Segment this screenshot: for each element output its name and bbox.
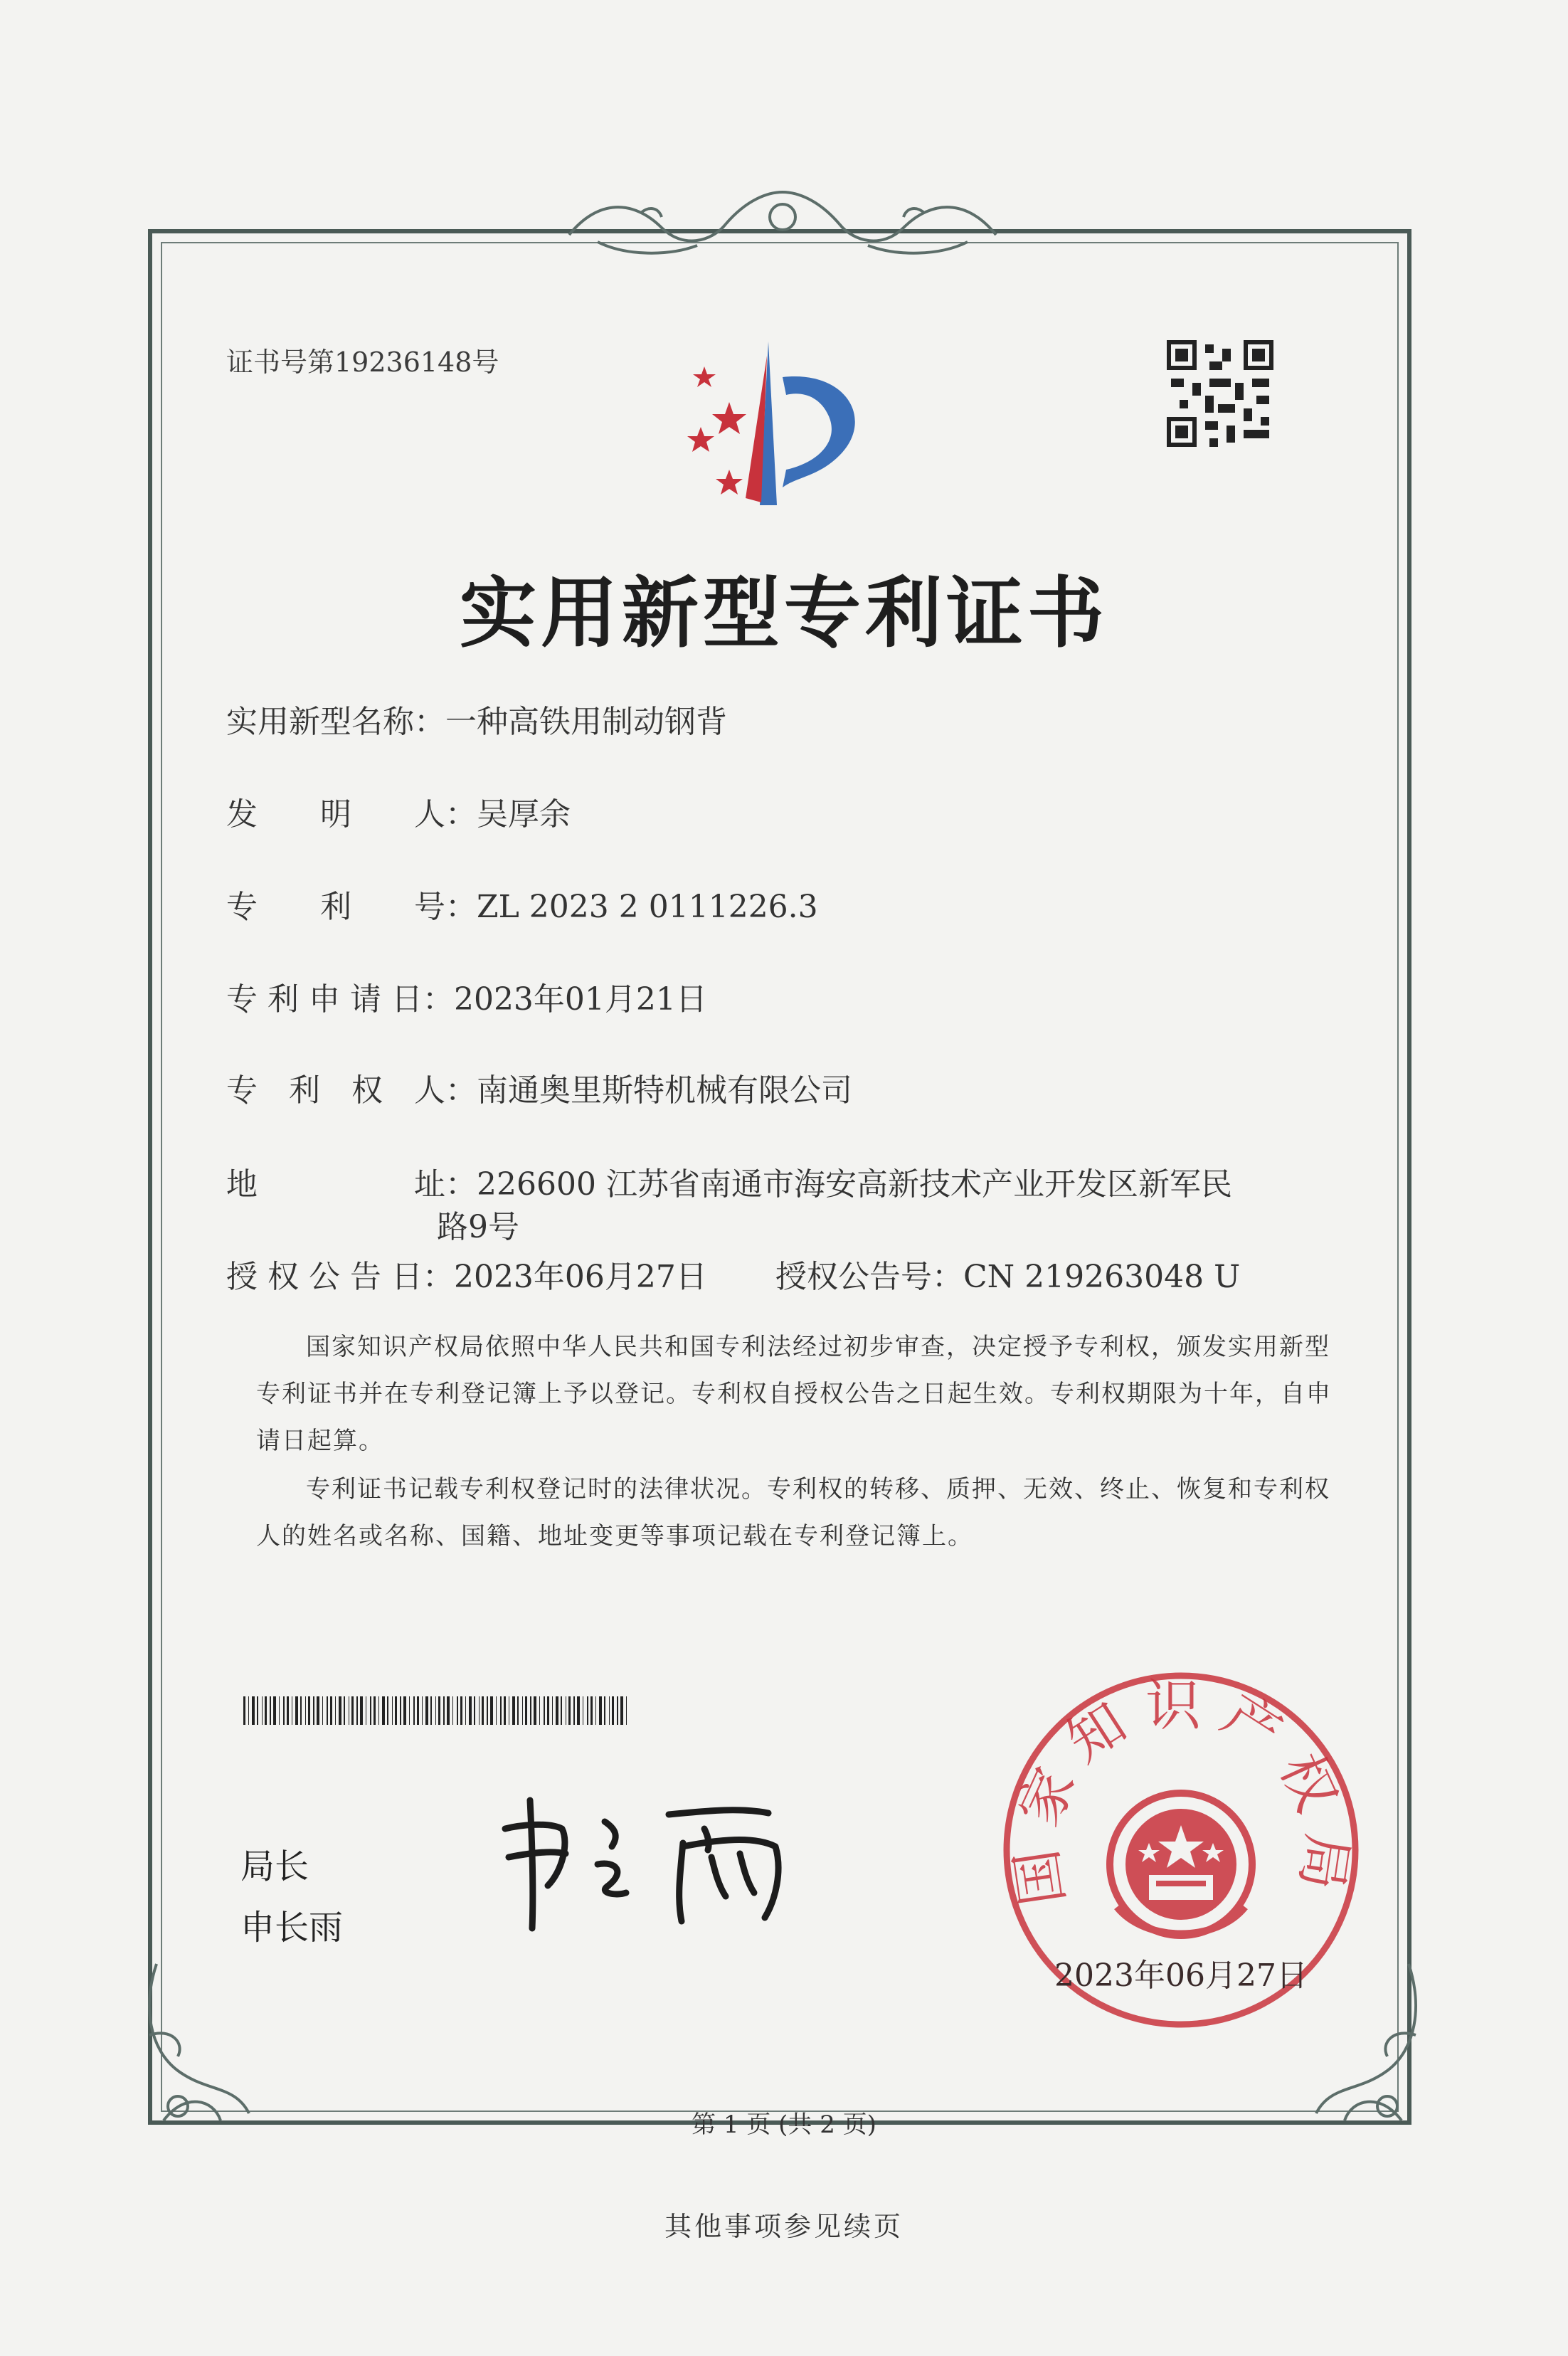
field-label: 授权公告号： (775, 1259, 963, 1295)
signature-name: 申长雨 (240, 1908, 344, 1948)
field-grant-number (775, 1251, 1240, 1296)
field-grant-date (226, 1251, 707, 1296)
field-patentee (226, 1065, 852, 1110)
page-number: 第 1 页 (共 2 页) (692, 2111, 876, 2139)
signature-title: 局长 (240, 1847, 309, 1886)
field-value: 南通奥里斯特机械有限公司 (477, 1072, 852, 1109)
notice-paragraph-1: 国家知识产权局依照中华人民共和国专利法经过初步审查，决定授予专利权，颁发实用新型专利证书并在专利登记簿上予以登记。专利权自授权公告之日起生效。专利权期限为十年，自申请日起算。 (256, 1333, 1332, 1455)
field-address-line2: 路9号 (437, 1209, 519, 1245)
field-application-date (226, 973, 707, 1019)
page-title: 实用新型专利证书 (459, 569, 1108, 658)
field-label: 专 利 号： (226, 889, 477, 925)
field-value: 2023年01月21日 (453, 981, 707, 1018)
seal-date: 2023年06月27日 (1054, 1958, 1308, 1994)
certificate-number: 证书号第19236148号 (226, 347, 499, 378)
field-label: 地 址： (226, 1166, 477, 1203)
national-emblem-icon (1110, 1793, 1252, 1935)
field-inventor (226, 788, 571, 834)
field-label: 专 利 权 人： (226, 1072, 477, 1109)
handwritten-signature (491, 1779, 818, 1943)
field-value: 一种高铁用制动钢背 (445, 704, 727, 740)
top-ornament-icon (555, 185, 1010, 263)
field-utility-model-name (226, 696, 727, 741)
field-label: 授 权 公 告 日： (226, 1259, 454, 1295)
field-value: 吴厚余 (477, 796, 571, 833)
notice-paragraph-2: 专利证书记载专利权登记时的法律状况。专利权的转移、质押、无效、终止、恢复和专利权人的姓名或名称、国籍、地址变更等事项记载在专利登记簿上。 (256, 1475, 1330, 1551)
field-value: 226600 江苏省南通市海安高新技术产业开发区新军民 (477, 1166, 1232, 1203)
field-value: CN 219263048 U (963, 1259, 1241, 1295)
field-label: 专 利 申 请 日： (226, 981, 454, 1018)
field-label: 发 明 人： (226, 796, 477, 833)
qr-code-icon (1167, 340, 1273, 447)
footer-note: 其他事项参见续页 (664, 2211, 904, 2242)
field-address (226, 1158, 1232, 1204)
field-value: ZL 2023 2 0111226.3 (477, 889, 818, 925)
field-patent-number (226, 881, 818, 926)
barcode-icon (243, 1696, 627, 1725)
field-value: 2023年06月27日 (453, 1259, 707, 1295)
seal-text: 国家知识产权局 (1002, 1674, 1360, 1910)
field-label: 实用新型名称： (226, 704, 445, 740)
cnipa-logo-icon (662, 334, 889, 512)
